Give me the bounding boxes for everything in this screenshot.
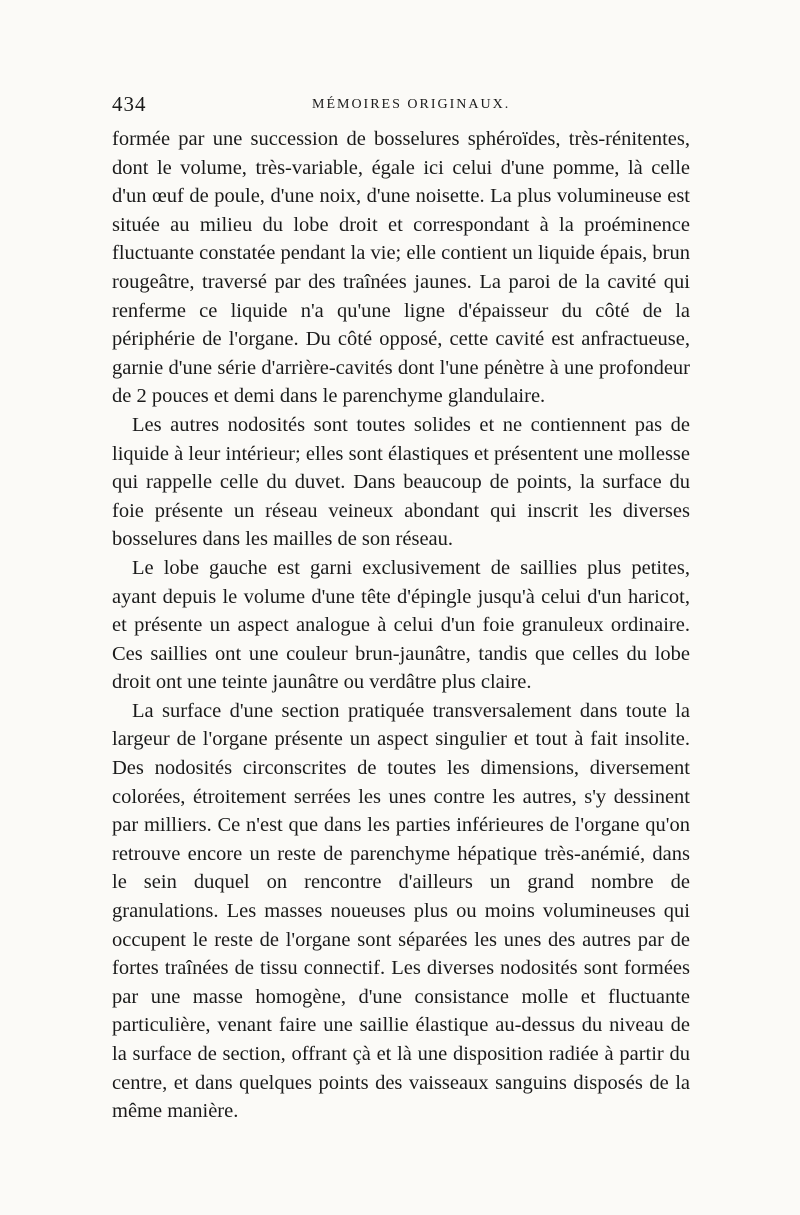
paragraph: La surface d'une section pratiquée transversalement dans toute la largeur de l'organe présente un aspect singulier et tout à fait insolite. Des nodosités circonscrites de toutes les dimensions, diversement colorées, étroitement serrées les unes contre les autres, s'y dessinent par milliers. Ce n'est que dans les parties inférieures de l'organe qu'on retrouve encore un reste de parenchyme hépatique très-anémié, dans le sein duquel on rencontre d'ailleurs un grand nombre de granulations. Les masses noueuses plus ou moins volumineuses qui occupent le reste de l'organe sont séparées les unes des autres par de fortes traînées de tissu connectif. Les diverses nodosités sont formées par une masse homogène, d'une consistance molle et fluctuante particulière, venant faire une saillie élastique au-dessus du niveau de la surface de section, offrant çà et là une disposition radiée à partir du centre, et dans quelques points des vaisseaux sanguins disposés de la même manière. (112, 699, 690, 1123)
body-text (112, 125, 690, 1126)
page-number: 434 (112, 92, 147, 116)
page-header (112, 92, 692, 122)
running-title: MÉMOIRES ORIGINAUX. (312, 97, 511, 112)
paragraph: Le lobe gauche est garni exclusivement de saillies plus petites, ayant depuis le volume d'une tête d'épingle jusqu'à celui d'un haricot, et présente un aspect analogue à celui d'un foie granuleux ordinaire. Ces saillies ont une couleur brun-jaunâtre, tandis que celles du lobe droit ont une teinte jaunâtre ou verdâtre plus claire. (112, 556, 690, 694)
paragraph: Les autres nodosités sont toutes solides et ne contiennent pas de liquide à leur intérieur; elles sont élastiques et présentent une mollesse qui rappelle celle du duvet. Dans beaucoup de points, la surface du foie présente un réseau veineux abondant qui inscrit les diverses bosselures dans les mailles de son réseau. (112, 413, 690, 551)
paragraph-continued: formée par une succession de bosselures sphéroïdes, très-rénitentes, dont le volume, très-variable, égale ici celui d'une pomme, là celle d'un œuf de poule, d'une noix, d'une noisette. La plus volumineuse est située au milieu du lobe droit et correspondant à la proéminence fluctuante constatée pendant la vie; elle contient un liquide épais, brun rougeâtre, traversé par des traînées jaunes. La paroi de la cavité qui renferme ce liquide n'a qu'une ligne d'épaisseur du côté de la périphérie de l'organe. Du côté opposé, cette cavité est anfractueuse, garnie d'une série d'arrière-cavités dont l'une pénètre à une profondeur de 2 pouces et demi dans le parenchyme glandulaire. (112, 128, 690, 408)
